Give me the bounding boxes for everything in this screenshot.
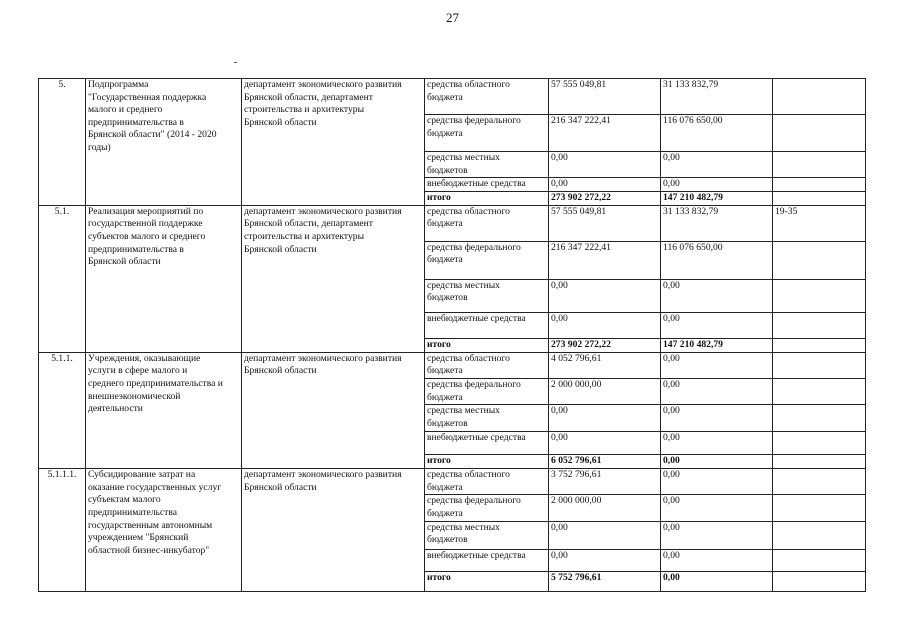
funding-source: средства федерального бюджета [425,378,549,404]
amount-year: 0,00 [661,521,773,549]
indicator-ref [773,405,866,432]
funding-source: средства областного бюджета [425,205,549,241]
table-row [39,469,866,495]
amount-year: 116 076 650,00 [661,115,773,152]
funding-source: средства федерального бюджета [425,495,549,521]
amount-year: 0,00 [661,432,773,455]
funding-source: итого [425,571,549,591]
amount-total: 57 555 049,81 [549,79,661,115]
amount-year: 0,00 [661,312,773,338]
item-name: Учреждения, оказывающие услуги в сфере малого и среднего предпринимательства и внешнеэкономической деятельности [86,352,242,468]
amount-total: 216 347 222,41 [549,115,661,152]
funding-source: внебюджетные средства [425,312,549,338]
funding-source: средства местных бюджетов [425,405,549,432]
indicator-ref [773,352,866,378]
item-name: Субсидирование затрат на оказание государственных услуг субъектам малого предпринимательства государственным автономным учреждением "Брянский областной бизнес-инкубатор" [86,469,242,591]
funding-source: средства областного бюджета [425,469,549,495]
funding-source: средства федерального бюджета [425,241,549,279]
indicator-ref [773,79,866,115]
indicator-ref [773,152,866,178]
indicator-ref [773,571,866,591]
amount-total: 0,00 [549,152,661,178]
item-number: 5. [39,79,86,206]
amount-total: 57 555 049,81 [549,205,661,241]
item-name: Реализация мероприятий по государственной поддержке субъектов малого и среднего предпринимательства в Брянской области [86,205,242,352]
item-number: 5.1. [39,205,86,352]
indicator-ref [773,338,866,352]
funding-source: средства областного бюджета [425,352,549,378]
amount-year: 0,00 [661,469,773,495]
item-executor: департамент экономического развития Брянской области, департамент строительства и архитектуры Брянской области [242,79,425,206]
amount-total: 6 052 796,61 [549,455,661,469]
amount-year: 0,00 [661,378,773,404]
indicator-ref [773,432,866,455]
amount-year: 116 076 650,00 [661,241,773,279]
amount-total: 2 000 000,00 [549,378,661,404]
indicator-ref [773,495,866,521]
indicator-ref [773,115,866,152]
item-executor: департамент экономического развития Брянской области, департамент строительства и архитектуры Брянской области [242,205,425,352]
amount-total: 273 902 272,22 [549,191,661,205]
indicator-ref [773,178,866,192]
amount-year: 0,00 [661,549,773,571]
amount-year: 147 210 482,79 [661,191,773,205]
indicator-ref [773,279,866,312]
amount-year: 0,00 [661,352,773,378]
indicator-ref [773,549,866,571]
amount-year: 0,00 [661,571,773,591]
amount-year: 147 210 482,79 [661,338,773,352]
amount-year: 0,00 [661,152,773,178]
amount-total: 0,00 [549,312,661,338]
indicator-ref [773,312,866,338]
indicator-ref [773,191,866,205]
amount-total: 273 902 272,22 [549,338,661,352]
item-name: Подпрограмма "Государственная поддержка малого и среднего предпринимательства в Брянской области" (2014 - 2020 годы) [86,79,242,206]
budget-table [38,78,866,592]
table-row [39,79,866,115]
funding-source: внебюджетные средства [425,432,549,455]
amount-total: 0,00 [549,432,661,455]
amount-total: 5 752 796,61 [549,571,661,591]
amount-total: 4 052 796,61 [549,352,661,378]
amount-total: 3 752 796,61 [549,469,661,495]
funding-source: средства областного бюджета [425,79,549,115]
amount-total: 0,00 [549,405,661,432]
amount-year: 0,00 [661,405,773,432]
amount-year: 31 133 832,79 [661,79,773,115]
amount-year: 31 133 832,79 [661,205,773,241]
amount-total: 0,00 [549,178,661,192]
amount-total: 0,00 [549,549,661,571]
item-executor: департамент экономического развития Брянской области [242,352,425,468]
table-row [39,205,866,241]
funding-source: средства федерального бюджета [425,115,549,152]
indicator-ref [773,455,866,469]
table-row [39,352,866,378]
indicator-ref [773,241,866,279]
funding-source: итого [425,455,549,469]
amount-year: 0,00 [661,178,773,192]
amount-total: 0,00 [549,521,661,549]
indicator-ref: 19-35 [773,205,866,241]
funding-source: итого [425,191,549,205]
indicator-ref [773,521,866,549]
page-number: 27 [446,10,459,25]
funding-source: средства местных бюджетов [425,279,549,312]
amount-year: 0,00 [661,495,773,521]
item-number: 5.1.1.1. [39,469,86,591]
amount-total: 2 000 000,00 [549,495,661,521]
funding-source: итого [425,338,549,352]
funding-source: средства местных бюджетов [425,521,549,549]
amount-total: 216 347 222,41 [549,241,661,279]
amount-year: 0,00 [661,279,773,312]
indicator-ref [773,378,866,404]
amount-year: 0,00 [661,455,773,469]
scan-mark [234,62,237,63]
indicator-ref [773,469,866,495]
funding-source: внебюджетные средства [425,549,549,571]
item-number: 5.1.1. [39,352,86,468]
amount-total: 0,00 [549,279,661,312]
item-executor: департамент экономического развития Брянской области [242,469,425,591]
funding-source: внебюджетные средства [425,178,549,192]
funding-source: средства местных бюджетов [425,152,549,178]
